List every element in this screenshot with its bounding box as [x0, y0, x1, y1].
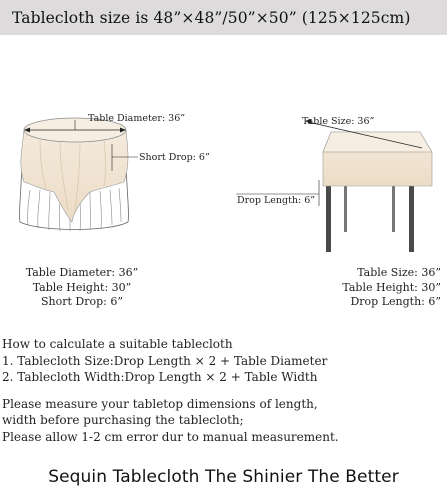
round-diameter-callout: Table Diameter: 36”	[88, 113, 186, 124]
round-drop-callout: Short Drop: 6”	[139, 152, 210, 163]
tablecloth-diagrams	[0, 40, 447, 265]
round-table-illustration	[19, 113, 210, 231]
table-leg-front-left	[326, 176, 331, 252]
round-table-specs	[15, 266, 149, 310]
square-table-specs	[317, 266, 441, 310]
table-leg-front-right	[409, 176, 414, 252]
square-table-illustration	[236, 116, 432, 252]
instructions-step-2: 2. Tablecloth Width:Drop Length × 2 + Table Width	[2, 370, 318, 384]
square-drop-callout: Drop Length: 6”	[237, 195, 316, 206]
round-spec-height: Table Height: 30”	[32, 280, 132, 294]
measurement-note-1: Please measure your tabletop dimensions of length,	[2, 396, 318, 411]
square-spec-drop: Drop Length: 6”	[350, 295, 441, 308]
square-spec-height: Table Height: 30”	[342, 280, 441, 294]
instructions-heading: How to calculate a suitable tablecloth	[2, 337, 233, 351]
square-spec-size: Table Size: 36”	[357, 266, 441, 279]
instructions-step-1: 1. Tablecloth Size:Drop Length × 2 + Table Diameter	[2, 353, 328, 368]
square-size-callout: Table Size: 36”	[302, 116, 375, 127]
measurement-note-2: width before purchasing the tablecloth;	[2, 413, 244, 427]
footer-slogan: Sequin Tablecloth The Shinier The Better	[48, 467, 399, 487]
round-spec-drop: Short Drop: 6”	[41, 295, 123, 308]
round-spec-diameter: Table Diameter: 36”	[25, 266, 139, 279]
calculation-instructions	[2, 336, 442, 445]
square-table-top	[323, 132, 432, 152]
measurement-note-3: Please allow 1-2 cm error dur to manual measurement.	[2, 429, 339, 444]
size-title: Tablecloth size is 48”×48”/50”×50” (125×125cm)	[12, 8, 411, 27]
header-banner	[0, 0, 447, 35]
